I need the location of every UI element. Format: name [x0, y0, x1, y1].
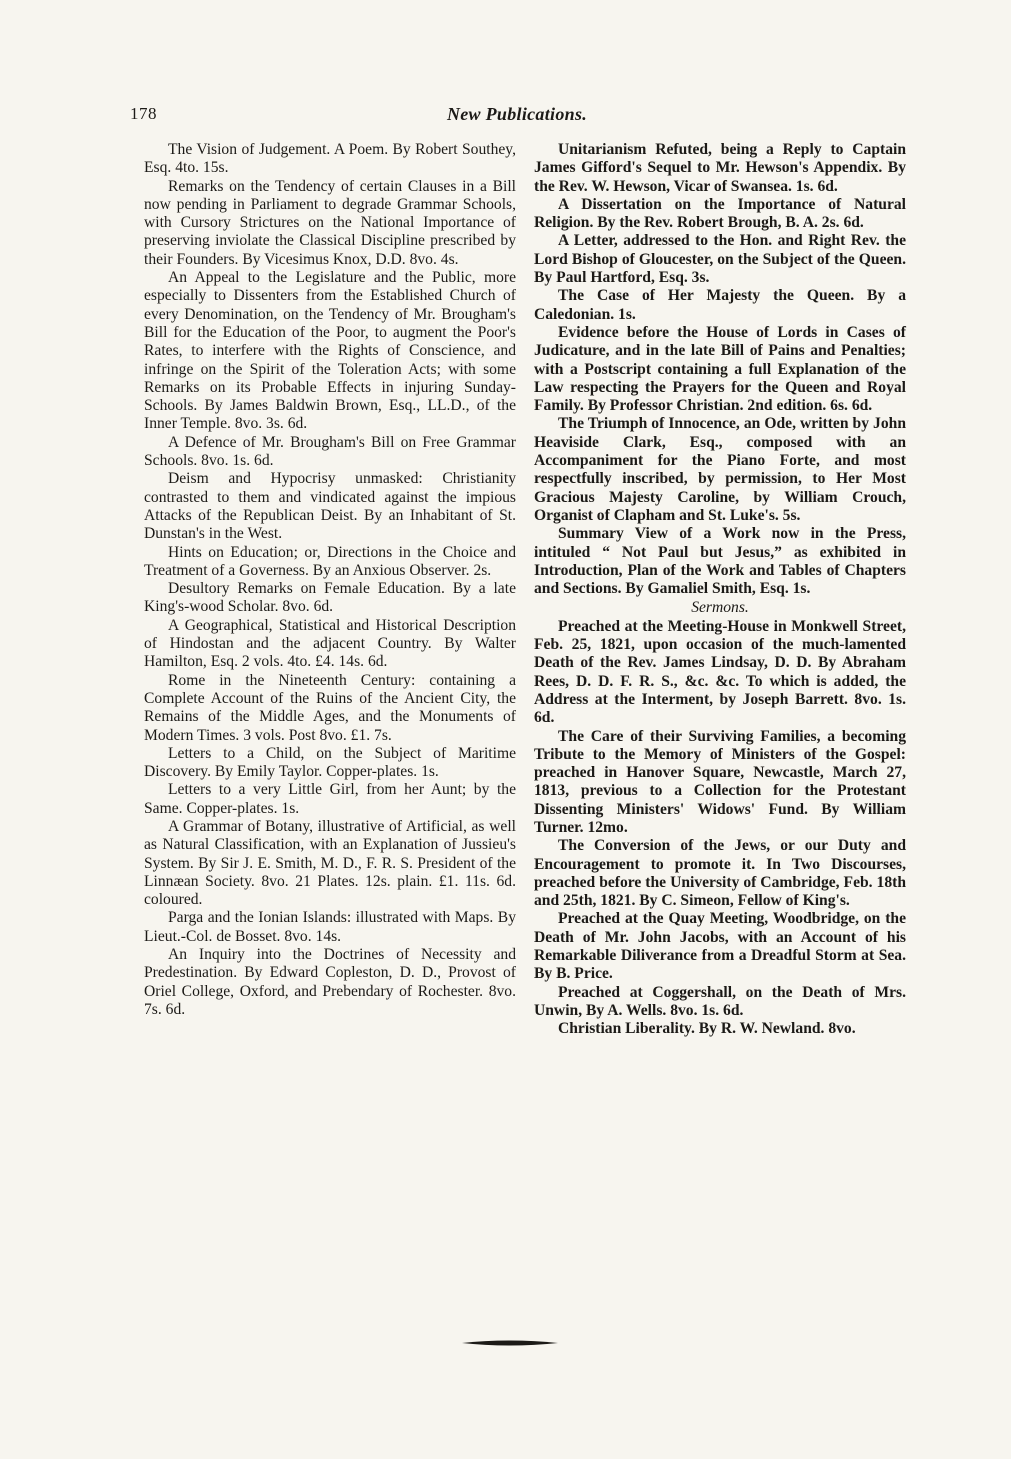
sermon-entry: Preached at the Meeting-House in Monkwell Street, Feb. 25, 1821, upon occasion of the much-lamented Death of the Rev. James Lindsay, D. D. By Abraham Rees, D. D. F. R. S., &c. &c. To which is added, the Address at the Interment, by Joseph Barrett. 8vo. 1s. 6d. [534, 617, 906, 727]
publication-entry: Deism and Hypocrisy unmasked: Christianity contrasted to them and vindicated against the impious Attacks of the Republican Deist. By an Inhabitant of St. Dunstan's in the West. [144, 470, 516, 543]
page-number: 178 [130, 104, 157, 123]
publication-entry: Letters to a very Little Girl, from her Aunt; by the Same. Copper-plates. 1s. [144, 781, 516, 817]
running-title: New Publications. [446, 104, 588, 124]
publication-entry: An Inquiry into the Doctrines of Necessity and Predestination. By Edward Copleston, D. D., Provost of Oriel College, Oxford, and Prebendary of Rochester. 8vo. 7s. 6d. [144, 946, 516, 1018]
publication-entry: Rome in the Nineteenth Century: containing a Complete Account of the Ruins of the Ancient City, the Remains of the Middle Ages, and the Monuments of Modern Times. 3 vols. Post 8vo. £1. 7s. [144, 671, 516, 744]
publication-entry: The Case of Her Majesty the Queen. By a Caledonian. 1s. [534, 287, 906, 323]
sermon-entry: Preached at Coggershall, on the Death of Mrs. Unwin, By A. Wells. 8vo. 1s. 6d. [534, 983, 906, 1019]
left-column [144, 141, 516, 1019]
publication-entry: A Dissertation on the Importance of Natural Religion. By the Rev. Robert Brough, B. A. 2s. 6d. [534, 195, 906, 232]
sermon-entry: Preached at the Quay Meeting, Woodbridge, on the Death of Mr. John Jacobs, with an Account of his Remarkable Diliverance from a Dreadful Storm at Sea. By B. Price. [534, 910, 906, 983]
sermon-entry: The Care of their Surviving Families, a becoming Tribute to the Memory of Ministers of the Gospel: preached in Hanover Square, Newcastle, March 27, 1813, previous to a Collection for the Protestant Dissenting Ministers' Widows' Fund. By William Turner. 12mo. [534, 727, 906, 836]
publication-entry: A Defence of Mr. Brougham's Bill on Free Grammar Schools. 8vo. 1s. 6d. [144, 433, 516, 470]
publication-entry: Evidence before the House of Lords in Cases of Judicature, and in the late Bill of Pains and Penalties; with a Postscript containing a full Explanation of the Law respecting the Prayers for the Queen and Royal Family. By Professor Christian. 2nd edition. 6s. 6d. [534, 323, 906, 415]
publication-entry: A Grammar of Botany, illustrative of Artificial, as well as Natural Classification, with an Explanation of Jussieu's System. By Sir J. E. Smith, M. D., F. R. S. President of the Linnæan Society. 8vo. 21 Plates. 12s. plain. £1. 11s. 6d. coloured. [144, 817, 516, 909]
publication-entry: Unitarianism Refuted, being a Reply to Captain James Gifford's Sequel to Mr. Hewson's Appendix. By the Rev. W. Hewson, Vicar of Swansea. 1s. 6d. [534, 141, 906, 195]
publication-entry: Hints on Education; or, Directions in the Choice and Treatment of a Governess. By an Anxious Observer. 2s. [144, 543, 516, 579]
publication-entry: Letters to a Child, on the Subject of Maritime Discovery. By Emily Taylor. Copper-plates. 1s. [144, 744, 516, 781]
publication-entry: Parga and the Ionian Islands: illustrated with Maps. By Lieut.-Col. de Bosset. 8vo. 14s. [144, 909, 516, 945]
publication-entry: The Vision of Judgement. A Poem. By Robert Southey, Esq. 4to. 15s. [144, 141, 516, 177]
right-column [534, 141, 906, 1039]
publication-entry: A Geographical, Statistical and Historical Description of Hindostan and the adjacent Country. By Walter Hamilton, Esq. 2 vols. 4to. £4. 14s. 6d. [144, 616, 516, 671]
sermon-entry: Christian Liberality. By R. W. Newland. 8vo. [558, 1020, 856, 1038]
publication-entry: An Appeal to the Legislature and the Public, more especially to Dissenters from the Established Church of every Denomination, on the Tendency of Mr. Brougham's Bill for the Education of the Poor, to augment the Poor's Rates, to interfere with the Rights of Conscience, and infringe on the Spirit of the Toleration Acts; with some Remarks on its Probable Effects in injuring Sunday-Schools. By James Baldwin Brown, Esq., LL.D., of the Inner Temple. 8vo. 3s. 6d. [144, 269, 516, 433]
publication-entry: The Triumph of Innocence, an Ode, written by John Heaviside Clark, Esq., composed with an Accompaniment for the Piano Forte, and most respectfully inscribed, by permission, to Her Most Gracious Majesty Caroline, by William Crouch, Organist of Clapham and St. Luke's. 5s. [534, 415, 906, 524]
end-ornament [460, 1338, 560, 1348]
page-header [130, 104, 904, 126]
publication-entry: Desultory Remarks on Female Education. By a late King's-wood Scholar. 8vo. 6d. [144, 580, 516, 616]
publication-entry: Summary View of a Work now in the Press, intituled “ Not Paul but Jesus,” as exhibited in Introduction, Plan of the Work and Tables of Chapters and Sections. By Gamaliel Smith, Esq. 1s. [534, 525, 906, 598]
sermon-entry: The Conversion of the Jews, or our Duty and Encouragement to promote it. In Two Discourses, preached before the University of Cambridge, Feb. 18th and 25th, 1821. By C. Simeon, Fellow of King's. [534, 837, 906, 910]
publication-entry: A Letter, addressed to the Hon. and Right Rev. the Lord Bishop of Gloucester, on the Subject of the Queen. By Paul Hartford, Esq. 3s. [534, 232, 906, 287]
sermons-heading: Sermons. [691, 599, 749, 617]
publication-entry: Remarks on the Tendency of certain Clauses in a Bill now pending in Parliament to degrade Grammar Schools, with Cursory Strictures on the National Importance of preserving inviolate the Classical Discipline prescribed by their Founders. By Vicesimus Knox, D.D. 8vo. 4s. [144, 177, 516, 268]
